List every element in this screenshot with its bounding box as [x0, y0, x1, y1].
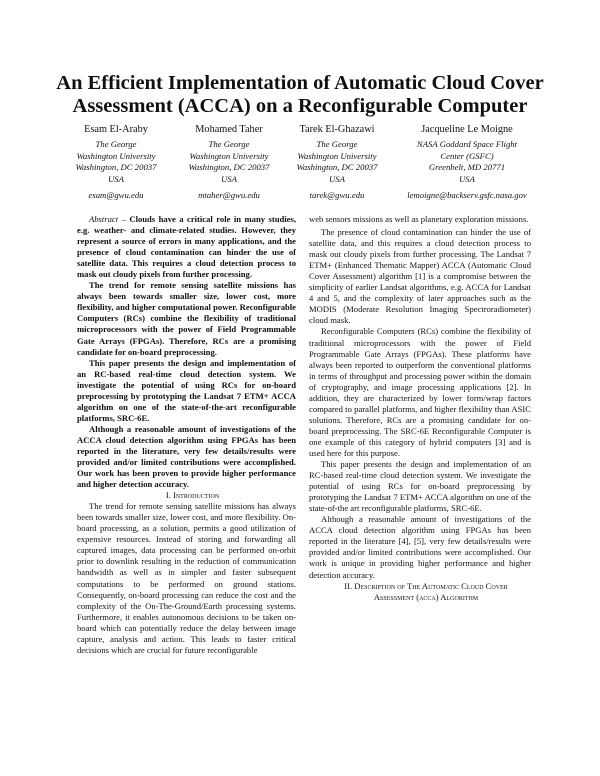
author-affiliation: Center (GSFC) — [440, 150, 494, 161]
abstract-lead: Abstract – — [89, 214, 126, 224]
author-2 — [176, 124, 282, 202]
right-column — [309, 214, 531, 603]
abstract-text: Clouds have a critical role in many studies, e.g. weather- and climate-related studies. However, they represent a source of errors in many applications, and the presence of cloud contamination can hinder the use of satellite data. This requires a cloud detection process to mask out cloudy pixels from further processing. — [77, 214, 296, 280]
paper-title: An Efficient Implementation of Automatic Cloud Cover Assessment (ACCA) on a Reconfigurable Computer — [56, 72, 544, 117]
author-affiliation: Greenbelt, MD 20771 — [428, 162, 506, 173]
author-affiliation: The George — [208, 138, 250, 149]
author-1 — [64, 124, 168, 202]
author-affiliation: USA — [108, 174, 124, 185]
section-heading: II. Description of The Automatic Cloud Cover — [344, 580, 508, 591]
author-affiliation: Washington, DC 20037 — [75, 162, 157, 173]
author-affiliation: USA — [221, 174, 237, 185]
abstract-paragraph: Although a reasonable amount of investigations of the ACCA cloud detection algorithm using FPGAs has been reported in the literature, very few details/results were provided and/or limited contributions were accomplished. Our work has been proven to provide higher performance and higher detection accuracy. — [77, 423, 296, 490]
left-column — [77, 214, 296, 656]
author-affiliation: Washington University — [76, 150, 156, 161]
abstract-paragraph: This paper presents the design and implementation of an RC-based real-time cloud detection system. We investigate the potential of using RCs for on-board preprocessing by prototyping the Landsat 7 ETM+ ACCA algorithm on one of the state-of-the-art reconfigurable platforms, SRC-6E. — [77, 357, 296, 423]
author-affiliation: Washington University — [297, 150, 377, 161]
body-paragraph: The presence of cloud contamination can hinder the use of satellite data, and this requires a cloud detection process to mask out cloudy pixels from further processing. The Landsat 7 ETM+ (Enhanced Thematic Mapper) ACCA (Automatic Cloud Cover Assessment) algorithm [1] is a compromise between the simplicity of earlier Landsat algorithms, e.g. ACCA for Landsat 4 and 5, and the complexity of later approaches such as the MODIS (Moderate Resolution Imaging Spectroradiometer) cloud mask. — [309, 227, 531, 326]
author-affiliation: Washington, DC 20037 — [188, 162, 270, 173]
body-paragraph: The trend for remote sensing satellite missions has always been towards smaller size, lower cost, and more flexibility. On-board processing, as a solution, permits a good utilization of expensive resources. Instead of storing and forwarding all captured images, data processing can be performed on-orbit prior to downlink resulting in the reduction of communication bandwidth as well as in simpler and faster subsequent computations to be performed on ground stations. Consequently, on-board processing can reduce the cost and the complexity of the On-The-Ground/Earth processing systems. Furthermore, it enables autonomous decisions to be taken on-board which can potentially reduce the delay between image capture, analysis and action. This leads to faster critical decisions which are crucial for future reconfigurable — [77, 501, 296, 655]
author-affiliation: Washington, DC 20037 — [296, 162, 378, 173]
author-affiliation: USA — [329, 174, 345, 185]
body-paragraph: Although a reasonable amount of investigations of the ACCA cloud detection algorithm using FPGAs has been reported in the literature [4], [5], very few details/results were provided and/or limited contributions were accomplished. Our work is unique in providing higher performance and higher detection accuracy. — [309, 514, 531, 580]
section-heading: I. Introduction — [165, 490, 220, 501]
author-email: mtaher@gwu.edu — [198, 189, 260, 200]
author-4 — [392, 124, 542, 202]
abstract-paragraph — [77, 214, 296, 280]
author-name: Mohamed Taher — [195, 124, 263, 135]
author-name: Tarek El-Ghazawi — [299, 124, 375, 135]
author-affiliation: The George — [316, 138, 358, 149]
author-email: tarek@gwu.edu — [309, 189, 365, 200]
section-heading-cont: Assessment (acca) Algorithm — [373, 591, 479, 602]
author-affiliation: USA — [459, 174, 475, 185]
body-paragraph: This paper presents the design and implementation of an RC-based real-time cloud detection system. We investigate the potential of using RCs for on-board preprocessing by prototyping the Landsat 7 ETM+ ACCA algorithm on one of the state-of-the art reconfigurable platforms, SRC-6E. — [309, 459, 531, 514]
author-name: Esam El-Araby — [84, 124, 148, 135]
author-3 — [284, 124, 390, 202]
author-email: esam@gwu.edu — [88, 189, 144, 200]
author-block — [0, 124, 600, 204]
author-email: lemoigne@backserv.gsfc.nasa.gov — [407, 189, 527, 200]
body-paragraph: web sensors missions as well as planetary exploration missions. — [309, 214, 529, 224]
author-affiliation: The George — [95, 138, 137, 149]
author-name: Jacqueline Le Moigne — [421, 124, 513, 135]
author-affiliation: NASA Goddard Space Flight — [416, 138, 518, 149]
author-affiliation: Washington University — [189, 150, 269, 161]
abstract-paragraph: The trend for remote sensing satellite missions has always been towards smaller size, lower cost, more flexibility, and higher computational power. Reconfigurable Computers (RCs) combine the flexibility of traditional microprocessors with the power of Field Programmable Gate Arrays (FPGAs). Therefore, RCs are a promising candidate for on-board preprocessing. — [77, 280, 296, 357]
body-paragraph: Reconfigurable Computers (RCs) combine the flexibility of traditional microprocessors with the power of Field Programmable Gate Arrays (FPGAs). These platforms have always been reported to outperform the conventional platforms in terms of throughput and processing power within the domain of cryptography, and image processing applications [2]. In addition, they are characterized by lower form/wrap factors compared to parallel platforms, and higher flexibility than ASIC solutions. Therefore, RCs are a promising candidate for on-board preprocessing. The SRC-6E Reconfigurable Computer is one example of this category of hybrid computers [3] and is used here for this purpose. — [309, 326, 531, 458]
